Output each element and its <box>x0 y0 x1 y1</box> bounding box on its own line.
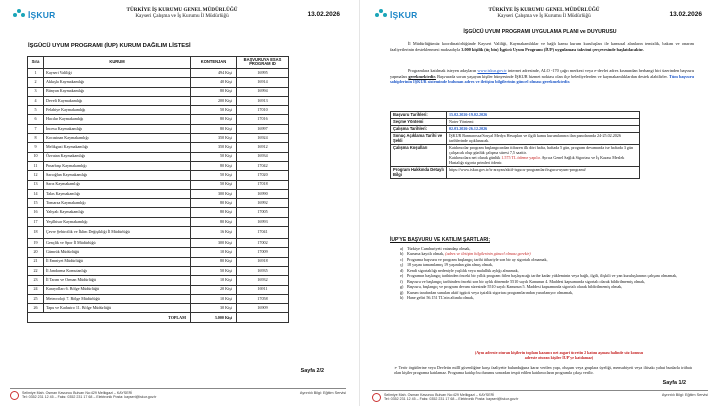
cell-kontenjan: 350 Kişi <box>191 143 237 152</box>
info-value-text-2: Katılımcılara net olarak günlük <box>449 154 501 160</box>
table-row <box>28 87 289 96</box>
total-empty-cell <box>237 313 289 323</box>
table-row <box>28 68 289 77</box>
table-row <box>28 180 289 189</box>
cell-sira: 22 <box>28 266 44 275</box>
total-value: 3.000 Kişi <box>191 313 237 323</box>
table-header-row <box>28 57 289 69</box>
cell-sira: 21 <box>28 257 44 266</box>
cell-program-id: 16911 <box>237 285 289 294</box>
cell-program-id: 17018 <box>237 180 289 189</box>
table-row <box>28 304 289 313</box>
requirement-marker: c) <box>400 256 404 262</box>
application-paragraph <box>390 68 694 85</box>
cell-sira: 11 <box>28 161 44 170</box>
cell-kontenjan: 80 Kişi <box>191 115 237 124</box>
cell-program-id: 17010 <box>237 106 289 115</box>
info-value <box>447 133 640 145</box>
document-date: 13.02.2026 <box>669 11 702 18</box>
cell-sira: 16 <box>28 208 44 217</box>
requirement-item <box>400 295 692 300</box>
info-value-text: İŞKUR Bannarossa/Sosyal Medya Hesapları ve ilgili kamu kurumlarının ilan panolarında 24-25.02.2026 tarihlerinde açıklanacak. <box>449 132 621 143</box>
cell-program-id: 17002 <box>237 239 289 248</box>
cell-program-id: 17042 <box>237 161 289 170</box>
cell-sira: 4 <box>28 96 44 105</box>
cell-kontenjan: 350 Kişi <box>191 134 237 143</box>
requirement-marker: g) <box>400 284 404 290</box>
cell-program-id: 17005 <box>237 208 289 217</box>
cell-kurum: Talas Kaymakamlığı <box>44 189 191 198</box>
cell-program-id: 16994 <box>237 87 289 96</box>
cell-kontenjan: 50 Kişi <box>191 106 237 115</box>
contact-info-notice: Tüm başvuru sahiplerinin İŞKUR sisteminde bulunan adres ve iletişim bilgilerinin güncel olması gerekmektedir. <box>390 73 694 84</box>
application-text-a: Programlara katılmak isteyen adayların <box>408 68 477 73</box>
cell-sira: 15 <box>28 199 44 208</box>
cell-kurum: İl Tarım ve Orman Müdürlüğü <box>44 276 191 285</box>
cell-kurum: Tomarza Kaymakamlığı <box>44 199 191 208</box>
footer-address <box>384 393 708 402</box>
cell-sira: 1 <box>28 68 44 77</box>
footer-authority: Ayrıntılı Bilgi: Eğitim Servisi <box>299 391 346 396</box>
cell-kurum: Gümrük Müdürlüğü <box>44 248 191 257</box>
note-line-1: (Aynı adreste oturan kişilerin toplam kazancı net asgari ücretin 2 katını aşması halinde söz konusu <box>474 350 644 355</box>
info-value-text: 15.02.2026-19.02.2026 <box>449 111 488 117</box>
info-key: Başvuru Tarihleri: <box>391 112 447 119</box>
cell-kontenjan: 50 Kişi <box>191 180 237 189</box>
col-header-program-id: BAŞVURUYA ESAS PROGRAM ID <box>237 57 289 69</box>
table-title: İŞGÜCÜ UYUM PROGRAMI (İUP) KURUM DAĞILIM LİSTESİ <box>28 43 191 49</box>
cell-program-id: 17016 <box>237 115 289 124</box>
col-header-sira: Sıra <box>28 57 44 69</box>
info-key: Çalışma Koşulları <box>391 145 447 167</box>
requirement-text: Hane geliri 56.151 TL'nin altında olmak, <box>407 295 474 301</box>
table-row <box>28 152 289 161</box>
requirement-marker: ç) <box>400 262 404 268</box>
table-row <box>28 199 289 208</box>
footer-rule <box>372 390 708 391</box>
table-row <box>28 106 289 115</box>
table-row <box>28 171 289 180</box>
arrow-bullet-icon: ➢ <box>394 365 399 370</box>
iskur-logo-icon <box>12 8 26 22</box>
cell-kontenjan: 80 Kişi <box>191 199 237 208</box>
cell-kurum: Gençlik ve Spor İl Müdürlüğü <box>44 239 191 248</box>
cell-kurum: Kayseri Valiliği <box>44 68 191 77</box>
cell-sira: 2 <box>28 78 44 87</box>
cell-kurum: Meteoroloji 7. Bölge Müdürlüğü <box>44 294 191 303</box>
cell-kontenjan: 10 Kişi <box>191 294 237 303</box>
cell-program-id: 16992 <box>237 199 289 208</box>
cell-program-id: 16993 <box>237 217 289 226</box>
info-value-text: 02.03.2026-26.12.2026 <box>449 125 488 131</box>
cell-kontenjan: 80 Kişi <box>191 257 237 266</box>
col-header-kontenjan: KONTENJAN <box>191 57 237 69</box>
cell-sira: 6 <box>28 115 44 124</box>
cell-sira: 24 <box>28 285 44 294</box>
cell-kontenjan: 200 Kişi <box>191 96 237 105</box>
header-line-1: TÜRKİYE İŞ KURUMU GENEL MÜDÜRLÜĞÜ <box>126 7 238 13</box>
cell-kurum: Kocasinan Kaymakamlığı <box>44 134 191 143</box>
page-number: Sayfa 2/2 <box>300 368 324 374</box>
footer-seal-icon <box>10 391 19 400</box>
requirement-marker: f) <box>400 278 403 284</box>
requirement-text: Başvuru, başlangıç ve program devam süresinde 5510 sayılı Kanunun 5. Maddesi kapsamında sigortalı olarak bildirilmemiş olmak, <box>407 284 623 290</box>
info-value <box>447 119 640 126</box>
table-row <box>28 161 289 170</box>
cell-kurum: Yahyalı Kaymakamlığı <box>44 208 191 217</box>
cell-program-id: 17058 <box>237 294 289 303</box>
cell-sira: 3 <box>28 87 44 96</box>
cell-program-id: 16918 <box>237 257 289 266</box>
table-row <box>28 248 289 257</box>
document-page-2 <box>2 0 354 406</box>
table-row <box>28 285 289 294</box>
requirement-text: Türkiye Cumhuriyeti vatandaşı olmak, <box>407 246 471 251</box>
cell-program-id: 16924 <box>237 134 289 143</box>
program-info-table <box>390 111 640 179</box>
footer-address-line-2: Tel: 0352 231 12 45 – Faks: 0352 231 17 68 – Elektronik Posta: kayseri@iskur.gov.tr <box>384 397 519 402</box>
cell-kurum: Sarıoğlan Kaymakamlığı <box>44 171 191 180</box>
table-row <box>28 115 289 124</box>
page-number: Sayfa 1/2 <box>662 380 686 386</box>
cell-kontenjan: 50 Kişi <box>191 266 237 275</box>
table-total-row <box>28 313 289 323</box>
cell-kontenjan: 50 Kişi <box>191 171 237 180</box>
cell-kurum: Çevre Şehircilik ve İklim Değişikliği İl Müdürlüğü <box>44 227 191 239</box>
info-value-text: Noter Yöntemi <box>449 118 474 124</box>
info-row <box>391 145 640 167</box>
table-row <box>28 239 289 248</box>
cell-kurum: Develi Kaymakamlığı <box>44 96 191 105</box>
col-header-kurum: KURUM <box>44 57 191 69</box>
footer-authority: Ayrıntılı Bilgi: Eğitim Servisi <box>661 393 708 398</box>
page-divider <box>359 0 360 406</box>
info-value[interactable] <box>447 167 640 179</box>
header-line-2: Kayseri Çalışma ve İş Kurumu İl Müdürlüğü <box>135 13 229 20</box>
cell-kurum: Hacılar Kaymakamlığı <box>44 115 191 124</box>
cell-sira: 17 <box>28 217 44 226</box>
total-label: TOPLAM <box>28 313 191 323</box>
announcement-title: İŞGÜCÜ UYUM PROGRAMI UYGULAMA PLANI ve DUYURUSU <box>463 29 617 35</box>
cell-sira: 9 <box>28 143 44 152</box>
info-key: Sonuç Açıklama Tarihi ve Şekli <box>391 133 447 145</box>
iskur-logo <box>12 8 55 22</box>
requirement-marker: b) <box>400 251 404 257</box>
cell-sira: 23 <box>28 276 44 285</box>
intro-paragraph <box>390 41 694 52</box>
info-key: Seçme Yöntemi <box>391 119 447 126</box>
cell-program-id: 17041 <box>237 227 289 239</box>
page-footer <box>372 390 708 402</box>
footer-seal-icon <box>372 393 381 402</box>
requirement-text: Kendi sigortalılığı nedeniyle yaşlılık veya malullük aylığı almamak, <box>407 267 519 273</box>
table-row <box>28 294 289 303</box>
intro-text: İl Müdürlüğümüz koordinatörlüğünde Kayseri Valiliği, Kaymakamlıklar ve bağlı kamu kurum kuruluşları ile kamusal alanların temizlik, bakım ve onarım faaliyetlerinin desteklenmesi maksadıyla <box>390 41 694 52</box>
requirement-text: Başvuru ve başlangıç tarihinden önceki son bir aylık dönemde 5510 sayılı Kanunun 4. Maddesi kapsamında sigortalı olarak bildirilmemiş olmak, <box>407 278 646 284</box>
cell-kurum: Bünyan Kaymakamlığı <box>44 87 191 96</box>
cell-sira: 7 <box>28 124 44 133</box>
info-value <box>447 145 640 167</box>
cell-kontenjan: 30 Kişi <box>191 304 237 313</box>
info-row <box>391 119 640 126</box>
cell-kurum: Felahiye Kaymakamlığı <box>44 106 191 115</box>
info-value <box>447 126 640 133</box>
table-row <box>28 266 289 275</box>
cell-kontenjan: 16 Kişi <box>191 227 237 239</box>
requirement-marker: ğ) <box>400 289 404 295</box>
cell-kurum: Akkışla Kaymakamlığı <box>44 78 191 87</box>
requirement-marker: h) <box>400 295 404 301</box>
cell-kontenjan: 80 Kişi <box>191 124 237 133</box>
cell-kurum: Melikgazi Kaymakamlığı <box>44 143 191 152</box>
footer-address-line-2: Tel: 0352 231 12 45 – Faks: 0352 231 17 68 – Elektronik Posta: kayseri@iskur.gov.tr <box>22 395 157 400</box>
cell-program-id: 16997 <box>237 124 289 133</box>
info-row <box>391 126 640 133</box>
cell-program-id: 16912 <box>237 143 289 152</box>
table-row <box>28 124 289 133</box>
cell-program-id: 16934 <box>237 152 289 161</box>
info-value <box>447 112 640 119</box>
cell-kurum: Tapu ve Kadastro 11. Bölge Müdürlüğü <box>44 304 191 313</box>
application-required-text: gerekmektedir. <box>408 73 436 79</box>
requirement-text: Programın başlangıç tarihinden önceki bir yıllık program fiilen başlayacağı tarihe kadar yükleminin veya bağlı, ilgili, ilişkili ve yan kuruluşlarının çalışanı olmamak, <box>407 273 678 279</box>
table-row <box>28 143 289 152</box>
iskur-logo-icon <box>374 8 388 22</box>
cell-kontenjan: 494 Kişi <box>191 68 237 77</box>
cell-program-id: 16990 <box>237 189 289 198</box>
page-footer <box>10 388 346 400</box>
footer-address-line-1: Selimiye Mah. Osman Kavuncu Bulvarı No:429 Melikgazi – KAYSERİ <box>22 390 133 395</box>
cell-kurum: Yeşilhisar Kaymakamlığı <box>44 217 191 226</box>
document-header <box>72 7 292 20</box>
info-row <box>391 167 640 179</box>
cell-kurum: Pınarbaşı Kaymakamlığı <box>44 161 191 170</box>
cell-program-id: 16995 <box>237 68 289 77</box>
requirement-text: Programa başvuru ve program başlangıç tarihi itibariyle son bir ay sigortalı olmamak, <box>407 256 548 262</box>
table-row <box>28 227 289 239</box>
document-header <box>434 7 654 20</box>
table-row <box>28 96 289 105</box>
requirements-list <box>400 246 692 301</box>
intro-bold-text: 3.000 kişilik (üç bin) İşgücü Uyum Programı (İUP) uygulaması takvimi çerçevesinde başlatılacaktır. <box>461 46 644 52</box>
cell-program-id: 17020 <box>237 171 289 180</box>
cell-sira: 10 <box>28 152 44 161</box>
cell-kontenjan: 10 Kişi <box>191 248 237 257</box>
cell-kurum: İl Jandarma Komutanlığı <box>44 266 191 275</box>
application-text-b: internet adresinde, ALO -170 çağrı merkezi veya e-devlet adres kısmından herhangi biri üzerinden başvuru yapmaları <box>390 68 695 79</box>
requirement-marker: d) <box>400 267 404 273</box>
cell-sira: 5 <box>28 106 44 115</box>
cell-sira: 25 <box>28 294 44 303</box>
requirement-marker: e) <box>400 273 404 279</box>
cell-sira: 18 <box>28 227 44 239</box>
cell-program-id: 16913 <box>237 96 289 105</box>
cell-program-id: 16932 <box>237 276 289 285</box>
cell-sira: 26 <box>28 304 44 313</box>
cell-sira: 20 <box>28 248 44 257</box>
cell-kurum: İl Emniyet Müdürlüğü <box>44 257 191 266</box>
footer-rule <box>10 388 346 389</box>
cell-sira: 19 <box>28 239 44 248</box>
info-value-text-3: Ayrıca Genel Sağlık Sigortası ve İş Kazası Meslek Hastalığı sigorta primleri ödenir. <box>449 154 625 165</box>
cell-kontenjan: 300 Kişi <box>191 239 237 248</box>
cell-kontenjan: 20 Kişi <box>191 285 237 294</box>
table-row <box>28 134 289 143</box>
requirements-title: İUP'YE BAŞVURU VE KATILIM ŞARTLARI; <box>390 237 490 243</box>
application-text-c: Başvurada sorun yaşayan kişiler bünyesinde İŞKUR hizmet noktası olan ilçe belediyelerden ve kaymakamlıklardan destek alabilirler. <box>437 73 668 79</box>
requirement-text: Kurum tarafından sunulan aktif işgücü veya işsizlik sigortası programlarından yararlanıyor olmamak, <box>407 289 574 295</box>
info-value-text: https://www.iskur.gov.tr/is-arayan/aktif-isgucu-programlari/isgucu-uyum-programi/ <box>449 166 586 172</box>
cell-kontenjan: 80 Kişi <box>191 217 237 226</box>
cell-program-id: 17009 <box>237 248 289 257</box>
cell-kurum: İncesu Kaymakamlığı <box>44 124 191 133</box>
requirement-text: Kuruma kayıtlı olmak, <box>407 251 445 257</box>
requirement-text: 18 yaşını tamamlamış 19 yaşından gün almış olmak, <box>407 262 493 268</box>
footer-address-line-1: Selimiye Mah. Osman Kavuncu Bulvarı No:429 Melikgazi – KAYSERİ <box>384 392 495 397</box>
cell-kontenjan: 80 Kişi <box>191 161 237 170</box>
document-page-1 <box>364 0 716 406</box>
logo-text: İŞKUR <box>390 10 418 20</box>
exclusion-text: Terör örgütlerine veya Devletin millî güvenliğine karşı faaliyette bulunduğuna karar verilen yapı, oluşum veya gruplara üyeliği, mensubiyeti veya iltisakı yahut bunlarla irtibatı olan kişiler programa katılamaz. Programa katılıp bu durumu sonradan tespit edilen katılımcıların programla çıkışı verilir. <box>394 365 692 376</box>
daily-payment-amount: 1.575 TL ödeme yapılır. <box>501 154 541 160</box>
table-row <box>28 78 289 87</box>
logo-text: İŞKUR <box>28 10 56 20</box>
cell-kontenjan: 80 Kişi <box>191 208 237 217</box>
table-row <box>28 189 289 198</box>
table-row <box>28 217 289 226</box>
exclusion-bullet <box>394 365 692 375</box>
cell-kontenjan: 80 Kişi <box>191 87 237 96</box>
cell-sira: 12 <box>28 171 44 180</box>
cell-kontenjan: 40 Kişi <box>191 78 237 87</box>
table-row <box>28 208 289 217</box>
cell-kontenjan: 50 Kişi <box>191 152 237 161</box>
document-date: 13.02.2026 <box>307 11 340 18</box>
requirement-marker: a) <box>400 246 404 251</box>
cell-program-id: 16935 <box>237 266 289 275</box>
iskur-website-link[interactable]: www.iskur.gov.tr <box>477 68 507 73</box>
cell-sira: 13 <box>28 180 44 189</box>
cell-kontenjan: 10 Kişi <box>191 276 237 285</box>
cell-kurum: Sarız Kaymakamlığı <box>44 180 191 189</box>
header-line-2: Kayseri Çalışma ve İş Kurumu İl Müdürlüğü <box>497 13 591 20</box>
info-row <box>391 133 640 145</box>
cell-program-id: 16909 <box>237 304 289 313</box>
info-key: Çalışma Tarihleri: <box>391 126 447 133</box>
iskur-logo <box>374 8 417 22</box>
info-key: Program Hakkında Detaylı Bilgi <box>391 167 447 179</box>
table-row <box>28 257 289 266</box>
cell-sira: 8 <box>28 134 44 143</box>
header-line-1: TÜRKİYE İŞ KURUMU GENEL MÜDÜRLÜĞÜ <box>488 7 600 13</box>
info-value-text: Katılımcılar program başlangıcından itibaren ilk dört hafta, haftada 5 gün, program devamında ise haftada 3 gün çalışacak olup günlük çalışma süresi 7,5 saattir. <box>449 144 634 155</box>
cell-program-id: 16914 <box>237 78 289 87</box>
cell-kurum: Özvatan Kaymakamlığı <box>44 152 191 161</box>
household-income-note <box>444 351 674 361</box>
cell-kurum: Karayolları 6. Bölge Müdürlüğü <box>44 285 191 294</box>
table-row <box>28 276 289 285</box>
cell-kontenjan: 300 Kişi <box>191 189 237 198</box>
note-line-2: adreste oturan kişiler İUP'ye katılamaz) <box>524 354 594 360</box>
footer-address <box>22 391 346 400</box>
requirement-note: (adres ve iletişim bilgilerinin güncel olması gerekir) <box>445 251 531 257</box>
distribution-table <box>27 56 289 323</box>
info-row <box>391 112 640 119</box>
cell-sira: 14 <box>28 189 44 198</box>
